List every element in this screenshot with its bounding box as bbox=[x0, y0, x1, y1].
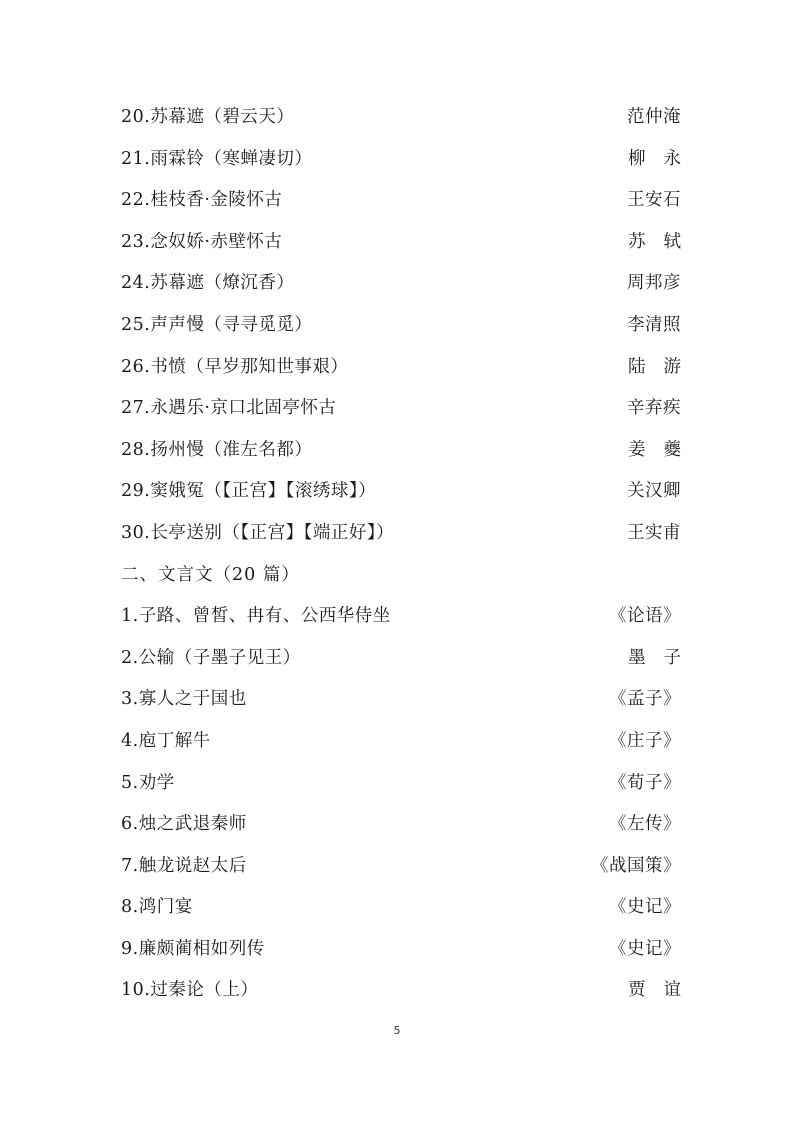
item-title: 7.触龙说赵太后 bbox=[121, 855, 247, 876]
item-author: 范仲淹 bbox=[627, 107, 681, 127]
item-author: 《庄子》 bbox=[609, 730, 681, 751]
item-title: 26.书愤（早岁那知世事艰） bbox=[121, 356, 349, 377]
list-item bbox=[121, 513, 681, 555]
item-title: 22.桂枝香·金陵怀古 bbox=[121, 190, 283, 211]
list-item bbox=[121, 929, 681, 971]
item-title: 29.窦娥冤（【正宫】【滚绣球】） bbox=[121, 481, 377, 502]
list-item bbox=[121, 305, 681, 347]
item-title: 28.扬州慢（准左名都） bbox=[121, 439, 313, 460]
list-item bbox=[121, 471, 681, 513]
list-item bbox=[121, 222, 699, 264]
list-item bbox=[121, 970, 699, 1012]
list-item bbox=[121, 139, 699, 181]
item-author: 辛弃疾 bbox=[627, 398, 681, 419]
page-number: 5 bbox=[393, 1024, 401, 1037]
list-item bbox=[121, 638, 699, 680]
item-title: 1.子路、曾皙、冉有、公西华侍坐 bbox=[121, 606, 391, 627]
item-author: 苏轼 bbox=[628, 231, 699, 252]
list-item bbox=[121, 347, 699, 389]
list-item bbox=[121, 846, 681, 888]
item-author: 墨子 bbox=[628, 647, 699, 668]
list-item bbox=[121, 679, 681, 721]
item-title: 3.寡人之于国也 bbox=[121, 689, 247, 710]
section-heading bbox=[121, 555, 681, 597]
item-author: 姜夔 bbox=[628, 439, 699, 460]
item-title: 21.雨霖铃（寒蝉凄切） bbox=[121, 148, 313, 169]
item-author: 《孟子》 bbox=[609, 689, 681, 710]
list-item bbox=[121, 180, 681, 222]
item-author: 王安石 bbox=[627, 190, 681, 211]
item-title: 2.公输（子墨子见王） bbox=[121, 647, 301, 668]
list-item bbox=[121, 596, 681, 638]
item-author: 柳永 bbox=[628, 148, 699, 169]
item-author: 《左传》 bbox=[609, 814, 681, 835]
item-author: 《史记》 bbox=[609, 938, 681, 959]
item-title: 6.烛之武退秦师 bbox=[121, 814, 247, 835]
item-author: 陆游 bbox=[628, 356, 699, 377]
item-author: 《战国策》 bbox=[591, 855, 681, 876]
list-item bbox=[121, 804, 681, 846]
item-author: 周邦彦 bbox=[627, 273, 681, 294]
item-author: 李清照 bbox=[627, 314, 681, 335]
list-item bbox=[121, 763, 681, 805]
item-title: 4.庖丁解牛 bbox=[121, 730, 211, 751]
item-title: 23.念奴娇·赤壁怀古 bbox=[121, 231, 283, 252]
item-title: 27.永遇乐·京口北固亭怀古 bbox=[121, 398, 337, 419]
list-item bbox=[121, 887, 681, 929]
list-item bbox=[121, 263, 681, 305]
item-title: 25.声声慢（寻寻觅觅） bbox=[121, 314, 313, 335]
list-item bbox=[121, 388, 681, 430]
item-author: 《论语》 bbox=[609, 606, 681, 627]
item-author: 《荀子》 bbox=[609, 772, 681, 793]
item-title: 9.廉颇蔺相如列传 bbox=[121, 938, 265, 959]
item-title: 20.苏幕遮（碧云天） bbox=[121, 107, 295, 127]
reading-list bbox=[121, 97, 699, 1012]
item-author: 贾谊 bbox=[628, 980, 699, 1001]
item-title: 30.长亭送别（【正宫】【端正好】） bbox=[121, 522, 395, 543]
item-author: 关汉卿 bbox=[627, 481, 681, 502]
item-title: 8.鸿门宴 bbox=[121, 897, 193, 918]
list-item bbox=[121, 97, 681, 139]
list-item bbox=[121, 430, 699, 472]
list-item bbox=[121, 721, 681, 763]
item-title: 5.劝学 bbox=[121, 772, 175, 793]
item-title: 10.过秦论（上） bbox=[121, 980, 259, 1001]
item-author: 王实甫 bbox=[627, 522, 681, 543]
section-title: 二、文言文（20 篇） bbox=[121, 564, 300, 585]
item-author: 《史记》 bbox=[609, 897, 681, 918]
item-title: 24.苏幕遮（燎沉香） bbox=[121, 273, 295, 294]
